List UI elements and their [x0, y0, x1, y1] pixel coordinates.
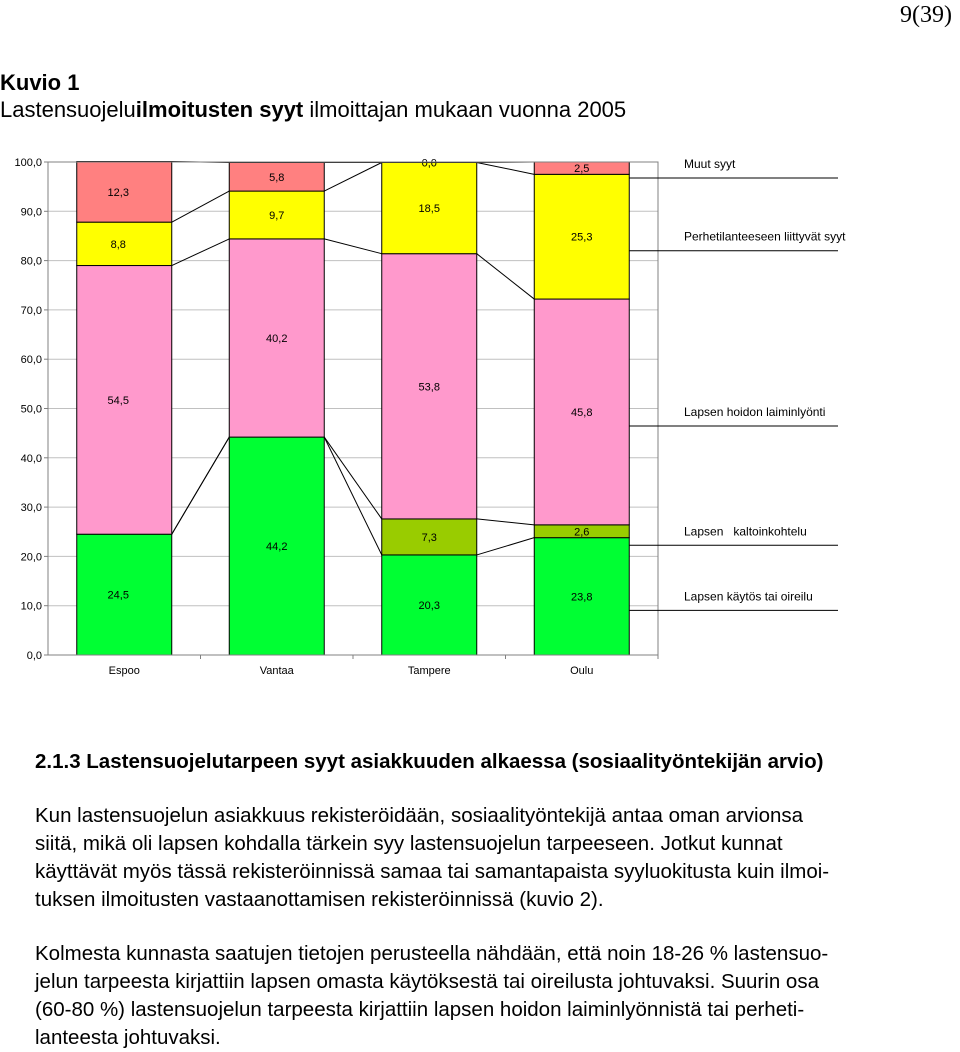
data-label: 53,8 — [418, 381, 440, 394]
paragraph-2 — [35, 940, 960, 1052]
paragraph-1-line-1: Kun lastensuojelun asiakkuus rekisteröidään, sosiaalityöntekijä antaa oman arvionsa — [35, 804, 804, 827]
y-tick-label: 80,0 — [20, 255, 42, 268]
stacked-bar-chart — [0, 140, 960, 700]
y-tick-label: 90,0 — [20, 206, 42, 219]
legend-entry-label: Lapsen käytös tai oireilu — [684, 589, 813, 604]
data-label: 54,5 — [107, 394, 129, 407]
series-connector — [324, 239, 382, 254]
series-connector — [477, 538, 535, 555]
series-connector — [172, 437, 230, 534]
data-label: 45,8 — [571, 406, 593, 419]
paragraph-1 — [35, 802, 960, 914]
y-tick-label: 0,0 — [26, 650, 42, 662]
figure-title — [0, 97, 626, 123]
figure-title-part2: ilmoittajan mukaan vuonna 2005 — [303, 97, 627, 122]
x-tick-label: Tampere — [407, 665, 451, 677]
y-tick-label: 40,0 — [20, 452, 42, 465]
data-label: 24,5 — [107, 589, 129, 602]
y-tick-label: 30,0 — [20, 502, 42, 515]
data-label: 23,8 — [571, 591, 593, 604]
data-label: 9,7 — [269, 209, 285, 222]
legend-entry-label: Lapsen hoidon laiminlyönti — [684, 404, 826, 419]
series-connector — [324, 437, 382, 555]
data-label: 2,6 — [574, 526, 590, 539]
legend-entry-label: Perhetilanteeseen liittyvät syyt — [684, 229, 846, 244]
y-tick-label: 100,0 — [14, 157, 42, 169]
y-tick-label: 20,0 — [20, 551, 42, 564]
paragraph-2-line-2: jelun tarpeesta kirjattiin lapsen omasta käytöksestä tai oireilusta johtuvaksi. Suurin osa — [35, 970, 819, 993]
series-connector — [477, 162, 535, 174]
x-tick-label: Oulu — [570, 665, 594, 677]
data-label: 5,8 — [269, 171, 285, 184]
legend-layer — [629, 157, 846, 610]
y-tick-label: 50,0 — [20, 403, 42, 416]
data-label: 40,2 — [266, 333, 288, 346]
paragraph-1-line-4: tuksen ilmoitusten vastaanottamisen rekisteröinnissä (kuvio 2). — [35, 888, 604, 911]
data-label: 0,0 — [421, 157, 437, 170]
data-label: 7,3 — [421, 531, 437, 544]
data-label: 12,3 — [107, 186, 129, 199]
legend-entry-label: Lapsen kaltoinkohtelu — [684, 524, 807, 539]
label-layer — [108, 157, 593, 611]
series-connector — [477, 519, 535, 525]
paragraph-2-line-4: lanteesta johtuvaksi. — [35, 1026, 221, 1049]
figure-label: Kuvio 1 — [0, 70, 80, 95]
y-tick-label: 10,0 — [20, 600, 42, 613]
data-label: 20,3 — [418, 599, 440, 612]
paragraph-1-line-3: käyttävät myös tässä rekisteröinnissä samaa tai samantapaista syyluokitusta kuin ilmoi- — [35, 860, 830, 883]
paragraph-1-line-2: siitä, mikä oli lapsen kohdalla tärkein syy lastensuojelun tarpeeseen. Jotkut kunnat — [35, 832, 783, 855]
series-connector — [172, 239, 230, 266]
data-label: 18,5 — [418, 203, 440, 216]
y-tick-label: 70,0 — [20, 304, 42, 317]
figure-title-bold: ilmoitusten syyt — [135, 97, 304, 122]
data-label: 8,8 — [110, 238, 126, 251]
x-tick-label: Vantaa — [259, 665, 294, 677]
data-label: 44,2 — [266, 541, 288, 554]
series-connector — [324, 162, 382, 191]
series-connector — [172, 191, 230, 222]
x-tick-label: Espoo — [108, 665, 140, 677]
legend-entry-label: Muut syyt — [684, 157, 736, 171]
data-label: 2,5 — [574, 163, 590, 176]
paragraph-2-line-1: Kolmesta kunnasta saatujen tietojen perusteella nähdään, että noin 18-26 % lastensuo- — [35, 942, 829, 965]
section-heading: 2.1.3 Lastensuojelutarpeen syyt asiakkuuden alkaessa (sosiaalityöntekijän arvio) — [35, 750, 824, 773]
connector-layer — [172, 162, 535, 555]
page-number: 9(39) — [900, 2, 952, 28]
figure-title-part1: Lastensuojelu — [0, 97, 136, 122]
data-label: 25,3 — [571, 231, 593, 244]
y-tick-label: 60,0 — [20, 354, 42, 367]
paragraph-2-line-3: (60-80 %) lastensuojelun tarpeesta kirjattiin lapsen hoidon laiminlyönnistä tai perheti- — [35, 998, 805, 1021]
